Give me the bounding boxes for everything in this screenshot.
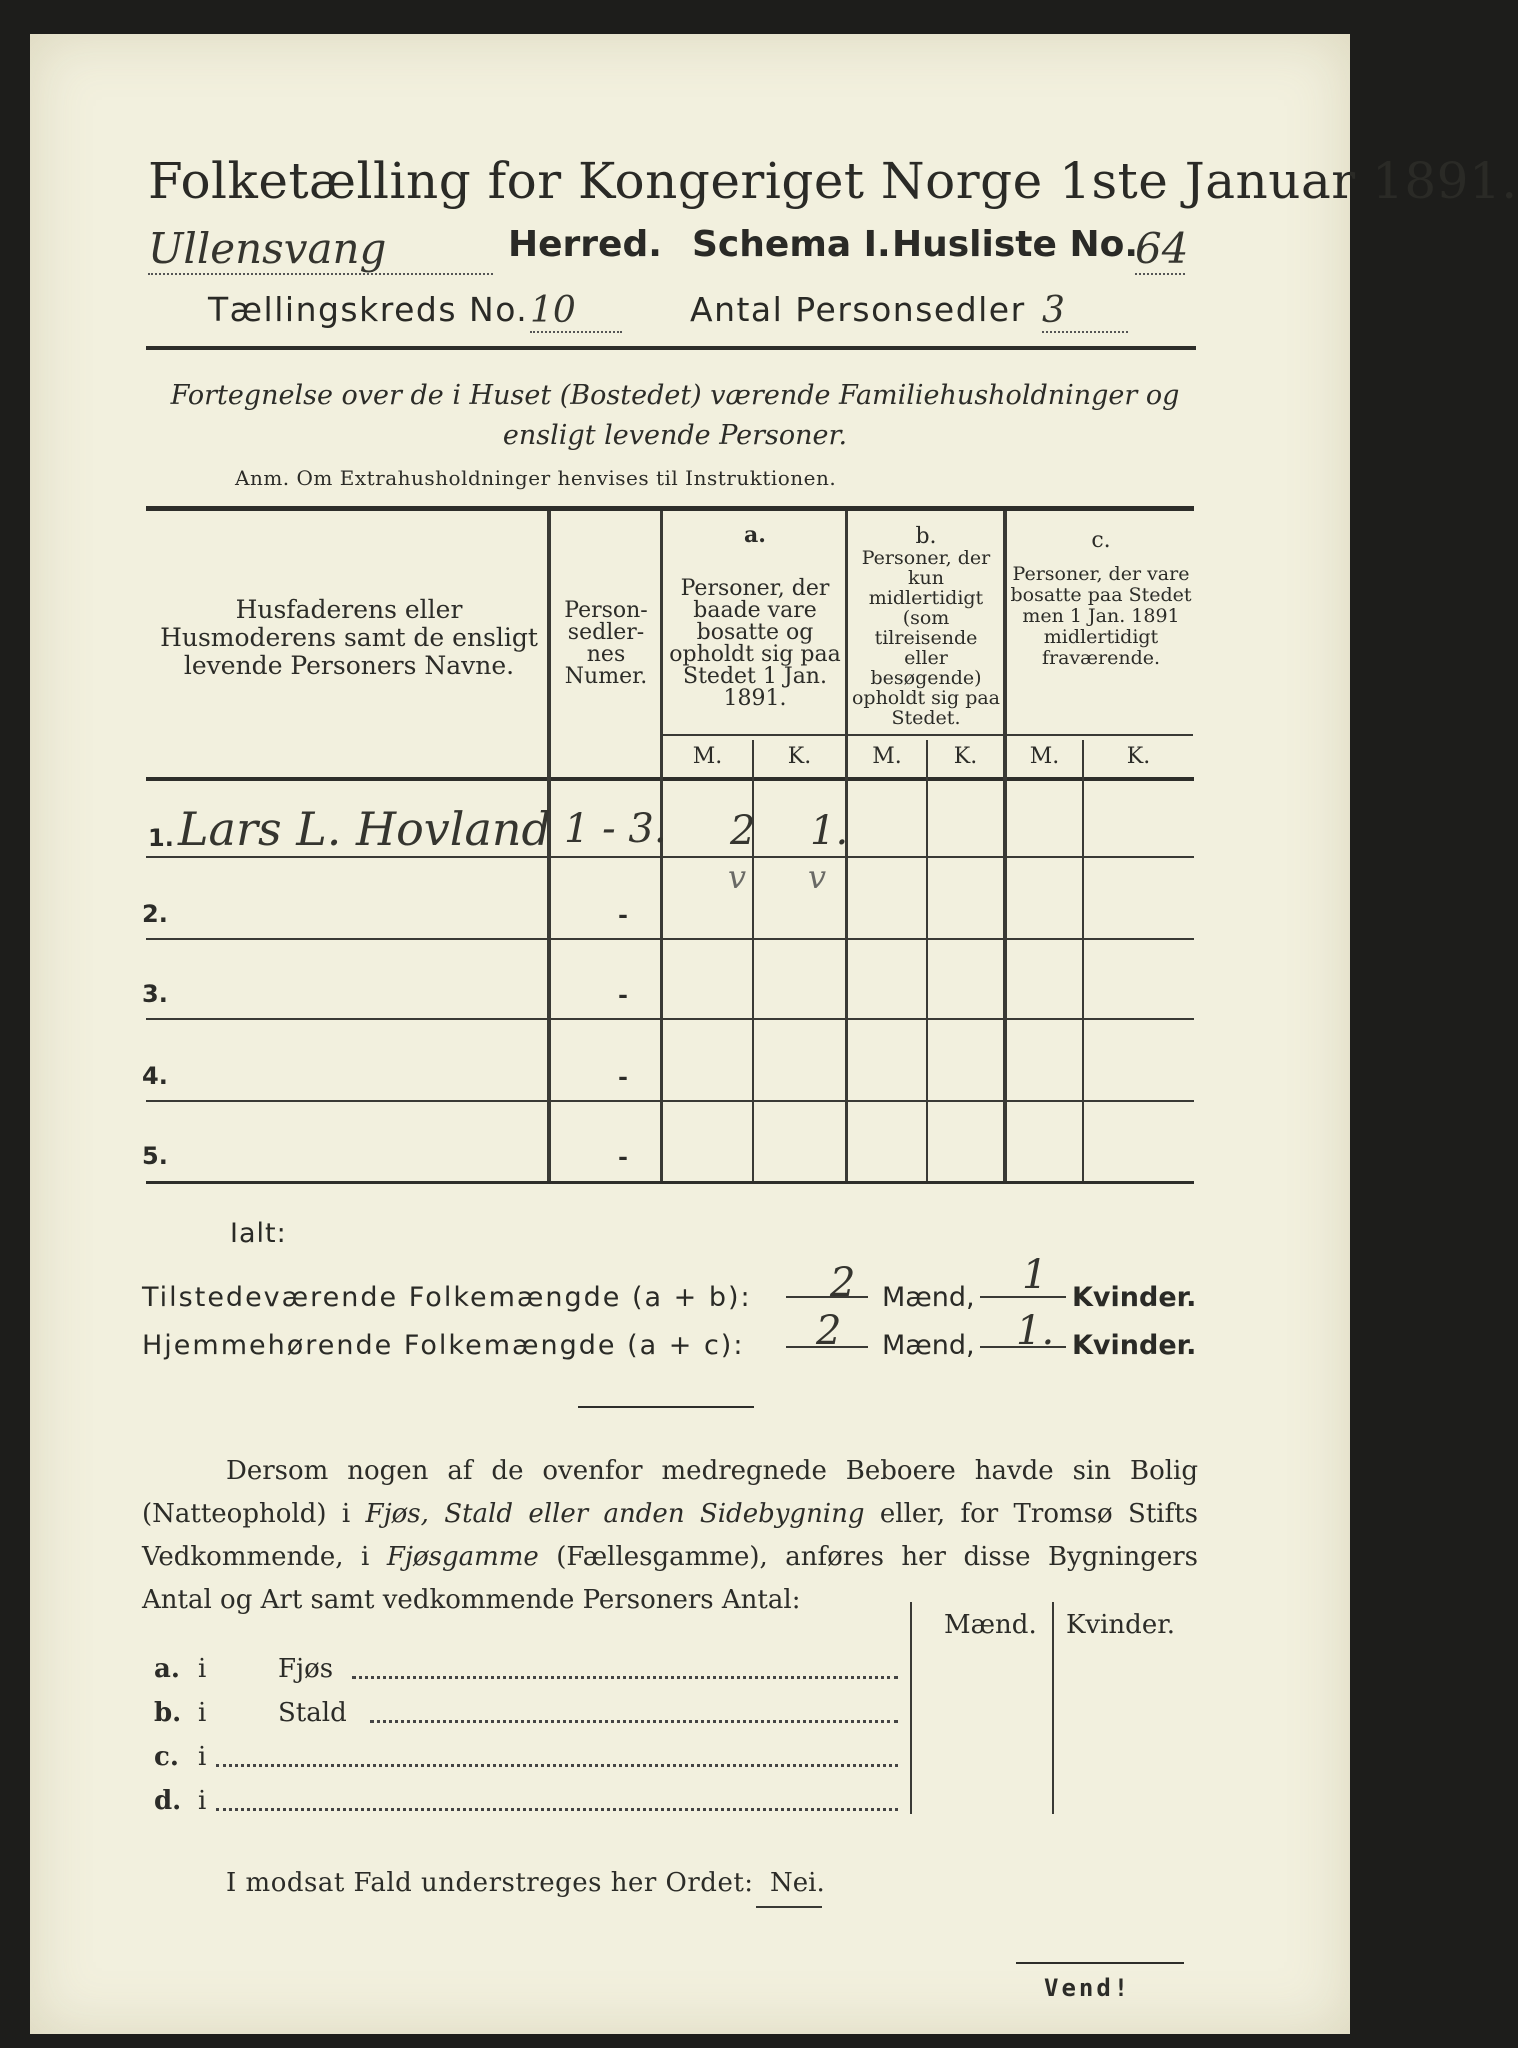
- tilstede-kvinder: Kvinder.: [1072, 1282, 1197, 1313]
- herred-field: [148, 224, 503, 275]
- husliste-value: 64: [1135, 224, 1189, 273]
- paragraph-part: Dersom nogen af de ovenfor medregnede Beboere havde sin Bolig (Natteophold) i: [142, 1456, 1198, 1529]
- antal-value: 3: [1042, 290, 1128, 333]
- paragraph-part: (Fællesgamme), anføres her disse Bygningers Antal og Art samt vedkommende Personers Antal:: [142, 1542, 1198, 1615]
- paragraph-italic: Fjøs, Stald eller anden Sidebygning: [365, 1499, 865, 1529]
- hjemme-label: Hjemmehørende Folkemængde (a + c):: [142, 1330, 745, 1361]
- tilstede-m-line: [786, 1296, 868, 1298]
- row-number: 4.: [142, 1062, 168, 1090]
- nei-underline: [756, 1906, 822, 1908]
- col-name-header: Husfaderens eller Husmoderens samt de ensligt levende Personers Navne.: [160, 595, 538, 680]
- kreds-value: 10: [530, 290, 622, 333]
- row-1-line: [146, 856, 1194, 858]
- hjemme-k-value: 1.: [1016, 1308, 1055, 1354]
- antal-field: [1042, 290, 1132, 333]
- row-number: 2.: [142, 900, 168, 928]
- c-m-label: M.: [1029, 744, 1060, 769]
- row-number: 3.: [142, 980, 168, 1008]
- separator-rule: [578, 1406, 754, 1408]
- anm-note: Anm. Om Extrahusholdninger henvises til Instruktionen.: [235, 466, 837, 490]
- col-divider-b-mk: [926, 740, 928, 1181]
- item-b-label: Stald: [278, 1698, 347, 1728]
- table-top-rule: [146, 506, 1194, 511]
- col-divider-a-mk: [752, 740, 754, 1181]
- item-b-i: i: [198, 1698, 207, 1728]
- col-num-header: Person-sedler-nes Numer.: [564, 598, 648, 689]
- tilstede-k-value: 1: [1022, 1252, 1048, 1298]
- b-k-label: K.: [953, 744, 978, 769]
- col-c-letter: c.: [1091, 528, 1111, 553]
- item-c-letter: c.: [154, 1742, 179, 1772]
- maend-header: Mænd.: [944, 1610, 1037, 1640]
- kreds-field: [530, 290, 626, 333]
- col-c-header: Personer, der vare bosatte paa Stedet men 1 Jan. 1891 midlertidigt fraværende.: [1010, 563, 1192, 669]
- row-1-name: Lars L. Hovland: [178, 802, 551, 856]
- row-1-a-k: 1.: [810, 808, 849, 854]
- row-1-check-m: v: [728, 858, 747, 896]
- intro-text: Fortegnelse over de i Huset (Bostedet) værende Familiehusholdninger og ensligt levende Personer.: [170, 380, 1180, 451]
- kvinder-header: Kvinder.: [1066, 1610, 1176, 1640]
- paragraph-part: eller, for Tromsø Stifts Vedkommende, i: [142, 1499, 1198, 1572]
- item-d-dots: [216, 1808, 898, 1811]
- col-a-header: Personer, der baade vare bosatte og opholdt sig paa Stedet 1 Jan. 1891.: [669, 576, 841, 711]
- row-2-sedler: -: [618, 900, 628, 929]
- item-a-dots: [352, 1676, 898, 1679]
- kreds-label: Tællingskreds No.: [208, 290, 529, 329]
- header-rule: [146, 346, 1196, 350]
- table-bottom-rule: [146, 1181, 1194, 1184]
- row-4-line: [146, 1100, 1194, 1102]
- schema-label: Schema I.: [692, 224, 891, 265]
- item-a-label: Fjøs: [278, 1654, 334, 1684]
- row-4-sedler: -: [618, 1062, 628, 1091]
- a-k-label: K.: [787, 744, 812, 769]
- ialt-label: Ialt:: [230, 1218, 287, 1249]
- husliste-field: [1135, 224, 1189, 275]
- col-divider-c-mk: [1082, 740, 1084, 1181]
- row-3-line: [146, 1018, 1194, 1020]
- item-d-letter: d.: [154, 1786, 182, 1816]
- tilstede-m-value: 2: [830, 1260, 856, 1306]
- husliste-label: Husliste No.: [892, 224, 1138, 265]
- vend-rule: [1016, 1962, 1184, 1964]
- item-a-letter: a.: [154, 1654, 180, 1684]
- item-c-dots: [216, 1764, 898, 1767]
- row-1-check-k: v: [808, 858, 827, 896]
- modsat-text: I modsat Fald understreges her Ordet:: [226, 1868, 754, 1898]
- antal-label: Antal Personsedler: [690, 290, 1026, 329]
- col-divider-b: [1003, 511, 1007, 1181]
- tilstede-maend: Mænd,: [882, 1282, 975, 1313]
- tilstede-label: Tilstedeværende Folkemængde (a + b):: [142, 1282, 752, 1313]
- census-form-sheet: [30, 34, 1518, 2034]
- col-b-header: Personer, der kun midlertidigt (som tilreisende eller besøgende) opholdt sig paa Stedet.: [851, 547, 1001, 729]
- buildings-divider-1: [910, 1602, 912, 1814]
- b-m-label: M.: [872, 744, 902, 769]
- item-b-dots: [370, 1720, 898, 1723]
- c-k-label: K.: [1126, 744, 1151, 769]
- row-1-a-m: 2: [730, 808, 756, 854]
- item-d-i: i: [198, 1786, 207, 1816]
- row-5-sedler: -: [618, 1142, 628, 1171]
- row-number: 1.: [148, 824, 174, 852]
- vend-label: Vend!: [1044, 1974, 1132, 2002]
- herred-value: Ullensvang: [148, 224, 493, 275]
- herred-label: Herred.: [508, 224, 662, 265]
- col-b-letter: b.: [915, 524, 937, 549]
- hjemme-m-value: 2: [816, 1308, 842, 1354]
- row-number: 5.: [142, 1142, 168, 1170]
- hjemme-maend: Mænd,: [882, 1330, 975, 1361]
- table-header-rule: [146, 777, 1194, 781]
- row-2-line: [146, 938, 1194, 940]
- buildings-divider-2: [1052, 1602, 1054, 1814]
- col-a-letter: a.: [744, 522, 766, 548]
- row-3-sedler: -: [618, 980, 628, 1009]
- paragraph-italic: Fjøsgamme: [386, 1542, 539, 1572]
- hjemme-kvinder: Kvinder.: [1072, 1330, 1197, 1361]
- a-m-label: M.: [692, 744, 723, 769]
- form-title: Folketælling for Kongeriget Norge 1ste Januar 1891.: [148, 152, 1518, 210]
- item-c-i: i: [198, 1742, 207, 1772]
- nei-word: Nei.: [770, 1868, 825, 1898]
- row-1-sedler: 1 - 3.: [564, 806, 667, 852]
- item-b-letter: b.: [154, 1698, 182, 1728]
- item-a-i: i: [198, 1654, 207, 1684]
- buildings-paragraph: [142, 1450, 1198, 1622]
- mk-header-rule: [663, 734, 1193, 736]
